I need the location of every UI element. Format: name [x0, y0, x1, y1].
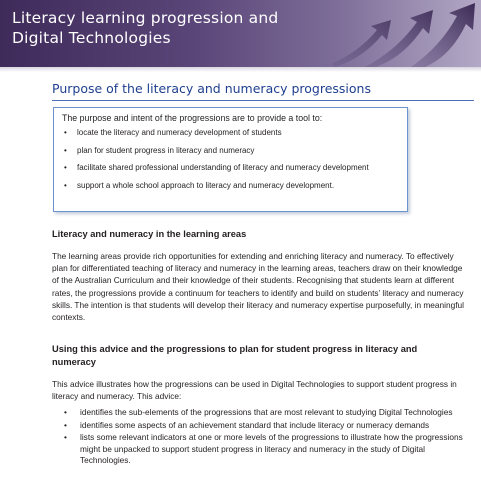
purpose-box — [53, 107, 408, 212]
document-title — [12, 8, 342, 48]
list-item — [62, 163, 399, 174]
list-item-text: locate the literacy and numeracy development of students — [77, 128, 282, 137]
rising-arrows-icon — [325, 0, 481, 67]
list-item-text: plan for student progress in literacy and numeracy — [77, 145, 255, 155]
literacy-paragraph: The learning areas provide rich opportunities for extending and enriching literacy and numeracy. To effectively plan for differentiated teaching of literacy and numeracy in the learning areas, teachers draw on their knowledge of the Australian Curriculum and their knowledge of their students. Recognising that students learn at different rates, the progressions provide a continuum for teachers to identify and build on students’ literacy and numeracy skills. The intention is that students will develop their literacy and numeracy expertise purposefully, in meaningful contexts. — [52, 251, 464, 323]
using-advice-paragraph: This advice illustrates how the progressions can be used in Digital Technologies to support student progress in literacy and numeracy. This advice: — [52, 379, 457, 402]
list-item-text: identifies the sub-elements of the progressions that are most relevant to studying Digital Technologies — [80, 407, 453, 417]
bullet-icon: • — [64, 145, 67, 155]
list-item-text: support a whole school approach to literacy and numeracy development. — [77, 180, 335, 190]
title-line-1: Literacy learning progression and — [12, 9, 279, 27]
list-item-text: lists some relevant indicators at one or more levels of the progressions to illustrate how the progressions might be unpacked to support student progress in literacy and numeracy in the study of Digital Technologies. — [80, 432, 463, 465]
bullet-icon: • — [64, 128, 67, 137]
list-item — [62, 146, 399, 157]
purpose-list — [62, 128, 399, 191]
list-item — [62, 181, 399, 192]
bullet-icon: • — [64, 180, 67, 190]
section-heading: Purpose of the literacy and numeracy progressions — [52, 81, 371, 96]
list-item — [62, 128, 399, 139]
list-item — [52, 432, 472, 467]
bullet-icon: • — [64, 407, 67, 417]
purpose-intro: The purpose and intent of the progressions are to provide a tool to: — [62, 113, 323, 123]
list-item-text: identifies some aspects of an achievement standard that include literacy or numeracy demands — [80, 419, 430, 430]
list-item — [52, 407, 472, 419]
header-banner — [0, 0, 481, 67]
bullet-icon: • — [64, 163, 67, 172]
advice-list — [52, 407, 472, 468]
heading-divider — [52, 100, 474, 101]
title-line-2: Digital Technologies — [12, 29, 171, 47]
literacy-heading: Literacy and numeracy in the learning areas — [52, 229, 247, 239]
banner-shadow — [0, 67, 481, 72]
using-advice-heading: Using this advice and the progressions to plan for student progress in literacy and numeracy — [52, 344, 418, 367]
bullet-icon: • — [64, 419, 67, 430]
list-item — [52, 420, 472, 432]
list-item-text: facilitate shared professional understanding of literacy and numeracy development — [77, 163, 369, 172]
bullet-icon: • — [64, 432, 67, 442]
